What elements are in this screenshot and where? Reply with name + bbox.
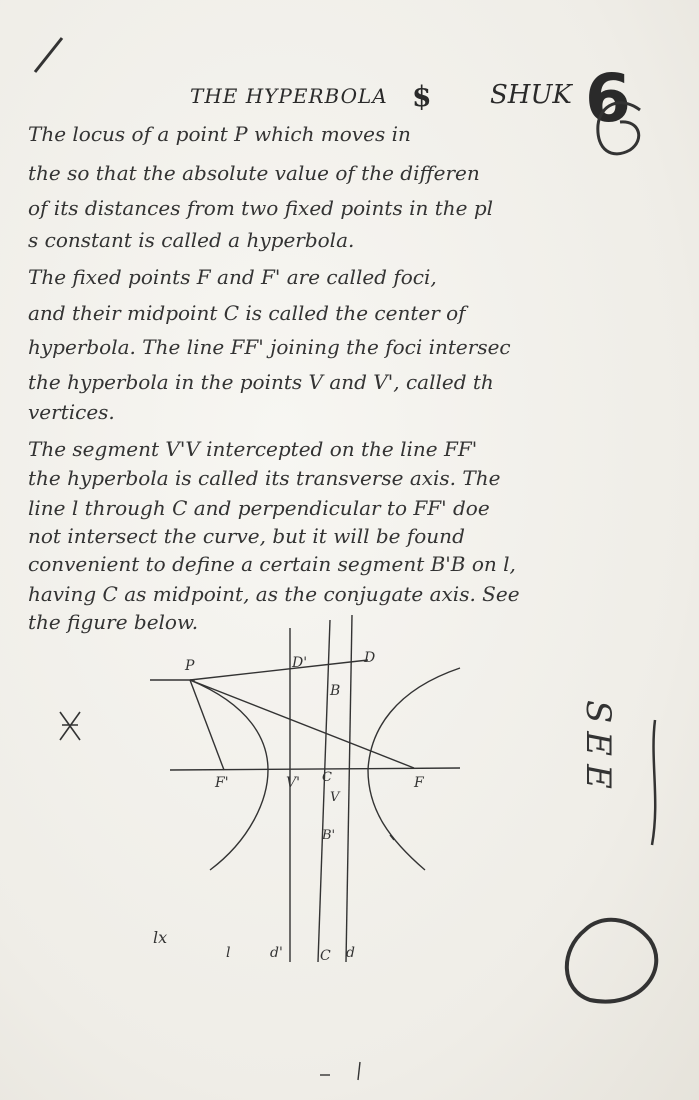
left-branch [190, 680, 268, 870]
line-p-fprime [190, 680, 224, 770]
text-line: of its distances from two fixed points in the pl [28, 196, 494, 220]
text-line: and their midpoint C is called the center of [28, 301, 466, 325]
text-line: convenient to define a certain segment B'B on l, [28, 552, 516, 576]
header-suffix: SHUK [490, 80, 572, 110]
label-d-prime-bottom: d' [270, 945, 283, 961]
text-line: vertices. [28, 400, 115, 424]
text-line: The locus of a point P which moves in [28, 122, 411, 146]
transverse-axis-line [170, 768, 460, 770]
conjugate-axis-line [318, 620, 330, 962]
text-line: the figure below. [28, 610, 199, 634]
label-l-left: l [226, 945, 231, 961]
right-margin-note: SEE [578, 700, 618, 797]
label-v: V [330, 790, 340, 805]
line-p-f [190, 680, 414, 768]
label-c-bottom: C [320, 948, 331, 964]
text-line: hyperbola. The line FF' joining the foci intersec [28, 335, 511, 359]
text-line: having C as midpoint, as the conjugate axis. See [28, 582, 520, 606]
right-margin-stroke [652, 720, 655, 845]
label-f: F [414, 775, 424, 791]
label-v-prime: V' [286, 775, 300, 791]
label-d-prime-top: D' [292, 655, 308, 671]
label-d-bottom: d [346, 945, 355, 961]
label-lx: lx [153, 928, 168, 947]
margin-x-mark [60, 712, 80, 740]
line-pd [190, 660, 368, 680]
text-line: the so that the absolute value of the differen [28, 161, 480, 185]
label-f-prime: F' [215, 775, 229, 791]
label-b-prime: B' [322, 828, 336, 843]
label-d-top: D [364, 650, 376, 666]
text-line: the hyperbola in the points V and V', called th [28, 370, 494, 394]
label-b: B [330, 683, 341, 699]
directrix-right [346, 615, 352, 962]
label-c: C [322, 770, 332, 785]
text-line: line l through C and perpendicular to FF' doe [28, 496, 490, 520]
page-number-stroke [598, 103, 640, 154]
label-p: P [185, 658, 195, 674]
text-line: The segment V'V intercepted on the line FF' [28, 437, 478, 461]
text-line: s constant is called a hyperbola. [28, 228, 355, 252]
pen-mark [35, 38, 62, 72]
text-line: not intersect the curve, but it will be found [28, 524, 465, 548]
dollar-symbol: $ [412, 80, 432, 113]
page-title: THE HYPERBOLA [190, 84, 388, 108]
scribble-circle [567, 920, 656, 1002]
footer-tick [358, 1062, 360, 1080]
text-line: The fixed points F and F' are called foci, [28, 265, 437, 289]
text-line: the hyperbola is called its transverse axis. The [28, 466, 501, 490]
page-number: 6 [585, 60, 631, 137]
